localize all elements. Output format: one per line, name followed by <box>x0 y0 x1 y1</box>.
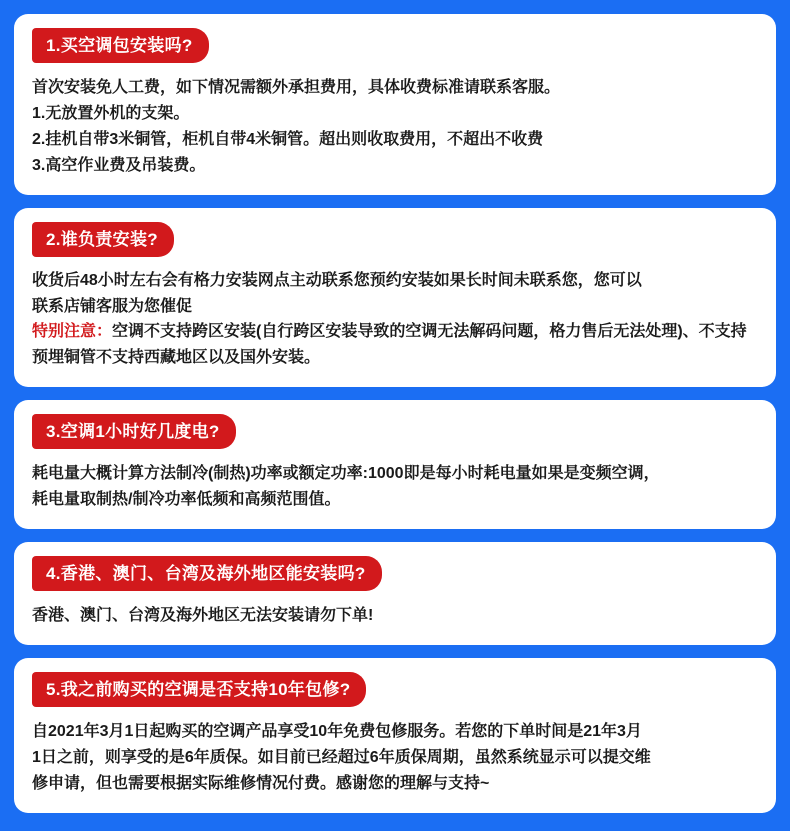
faq-answer-4 <box>32 603 758 629</box>
faq-card-2 <box>14 208 776 388</box>
faq-answer-5 <box>32 719 758 797</box>
faq-question-tag-1: 1.买空调包安装吗? <box>32 28 209 63</box>
faq-answer-line: 1.无放置外机的支架。 <box>32 104 190 122</box>
faq-answer-line: 耗电量取制热/制冷功率低频和高频范围值。 <box>32 491 341 509</box>
faq-question-tag-5: 5.我之前购买的空调是否支持10年包修? <box>32 672 366 707</box>
faq-question-tag-2: 2.谁负责安装? <box>32 222 174 257</box>
faq-answer-line: 2.挂机自带3米铜管，柜机自带4米铜管。超出则收取费用，不超出不收费 <box>32 130 544 148</box>
faq-answer-line: 联系店铺客服为您催促 <box>32 297 193 315</box>
faq-answer-1 <box>32 75 758 179</box>
faq-answer-line: 修申请，但也需要根据实际维修情况付费。感谢您的理解与支持~ <box>32 774 490 792</box>
faq-special-note <box>32 319 758 371</box>
faq-card-1 <box>14 14 776 195</box>
faq-answer-line: 自2021年3月1日起购买的空调产品享受10年免费包修服务。若您的下单时间是21年3月 <box>32 722 642 740</box>
faq-question-tag-4: 4.香港、澳门、台湾及海外地区能安装吗? <box>32 556 382 591</box>
faq-answer-line: 香港、澳门、台湾及海外地区无法安装请勿下单! <box>32 607 374 625</box>
faq-answer-2 <box>32 268 758 372</box>
faq-question-tag-3: 3.空调1小时好几度电? <box>32 414 236 449</box>
faq-answer-line: 首次安装免人工费，如下情况需额外承担费用，具体收费标准请联系客服。 <box>32 79 561 96</box>
faq-answer-3 <box>32 461 758 513</box>
faq-answer-line: 3.高空作业费及吊装费。 <box>32 156 206 174</box>
faq-answer-line: 耗电量大概计算方法制冷(制热)功率或额定功率:1000即是每小时耗电量如果是变频空调， <box>32 465 660 483</box>
faq-card-3 <box>14 400 776 529</box>
faq-note-label: 特别注意： <box>32 323 113 341</box>
faq-card-4 <box>14 542 776 645</box>
faq-answer-line: 1日之前，则享受的是6年质保。如目前已经超过6年质保周期，虽然系统显示可以提交维 <box>32 748 651 766</box>
faq-answer-line: 收货后48小时左右会有格力安装网点主动联系您预约安装如果长时间未联系您，您可以 <box>32 271 642 289</box>
faq-card-5 <box>14 658 776 813</box>
faq-note-text: 空调不支持跨区安装(自行跨区安装导致的空调无法解码问题，格力售后无法处理)、不支持预埋铜管不支持西藏地区以及国外安装。 <box>32 323 747 367</box>
